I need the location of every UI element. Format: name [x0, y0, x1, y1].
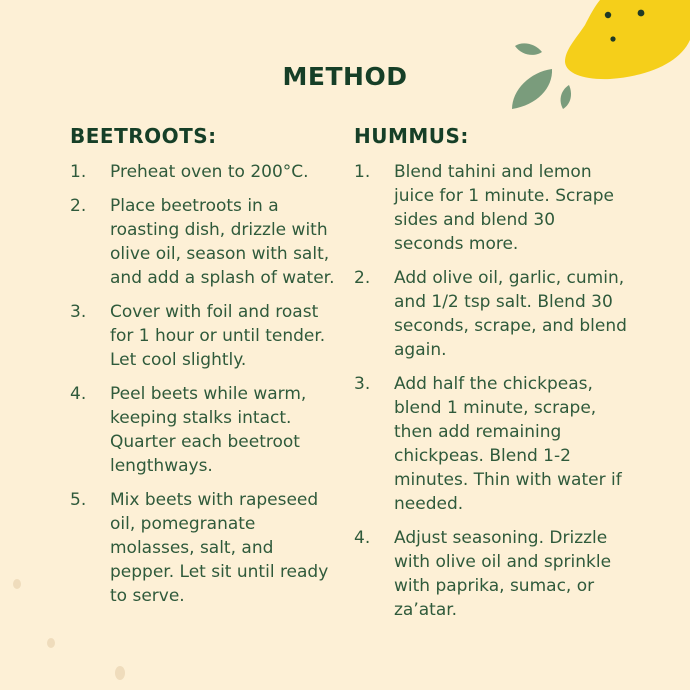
- page-title: METHOD: [282, 62, 408, 91]
- step-number: 1.: [354, 162, 371, 182]
- step-text: Adjust seasoning. Drizzle with olive oil and sprinkle with paprika, sumac, or za’atar.: [394, 528, 612, 620]
- step-text: Mix beets with rapeseed oil, pomegranate molasses, salt, and pepper. Let sit until ready to serve.: [110, 490, 329, 606]
- step-item: [354, 266, 654, 362]
- leaf-icon: [515, 43, 542, 55]
- step-item: [354, 372, 654, 516]
- step-text: Add half the chickpeas, blend 1 minute, scrape, then add remaining chickpeas. Blend 1-2 minutes. Thin with water if needed.: [394, 374, 622, 514]
- hummus-section: [354, 124, 654, 632]
- step-number: 4.: [70, 384, 87, 404]
- step-text: Place beetroots in a roasting dish, drizzle with olive oil, season with salt, and add a splash of water.: [110, 196, 335, 288]
- step-text: Blend tahini and lemon juice for 1 minute. Scrape sides and blend 30 seconds more.: [394, 162, 614, 254]
- beetroots-steps: [70, 160, 345, 608]
- step-item: [70, 488, 345, 608]
- step-number: 3.: [354, 374, 371, 394]
- step-item: [354, 160, 654, 256]
- hummus-steps: [354, 160, 654, 622]
- step-text: Cover with foil and roast for 1 hour or until tender. Let cool slightly.: [110, 302, 326, 370]
- hummus-heading: HUMMUS:: [354, 124, 469, 148]
- step-number: 4.: [354, 528, 371, 548]
- step-number: 3.: [70, 302, 87, 322]
- step-text: Add olive oil, garlic, cumin, and 1/2 tsp salt. Blend 30 seconds, scrape, and blend again.: [394, 268, 627, 360]
- step-item: [354, 526, 654, 622]
- step-text: Preheat oven to 200°C.: [110, 162, 309, 182]
- step-text: Peel beets while warm, keeping stalks intact. Quarter each beetroot lengthways.: [110, 384, 307, 476]
- step-item: [70, 382, 345, 478]
- beetroots-section: [70, 124, 345, 618]
- beetroots-heading: BEETROOTS:: [70, 124, 217, 148]
- step-number: 2.: [70, 196, 87, 216]
- step-number: 1.: [70, 162, 87, 182]
- step-number: 2.: [354, 268, 371, 288]
- step-number: 5.: [70, 490, 87, 510]
- step-item: [70, 160, 345, 184]
- step-item: [70, 300, 345, 372]
- step-item: [70, 194, 345, 290]
